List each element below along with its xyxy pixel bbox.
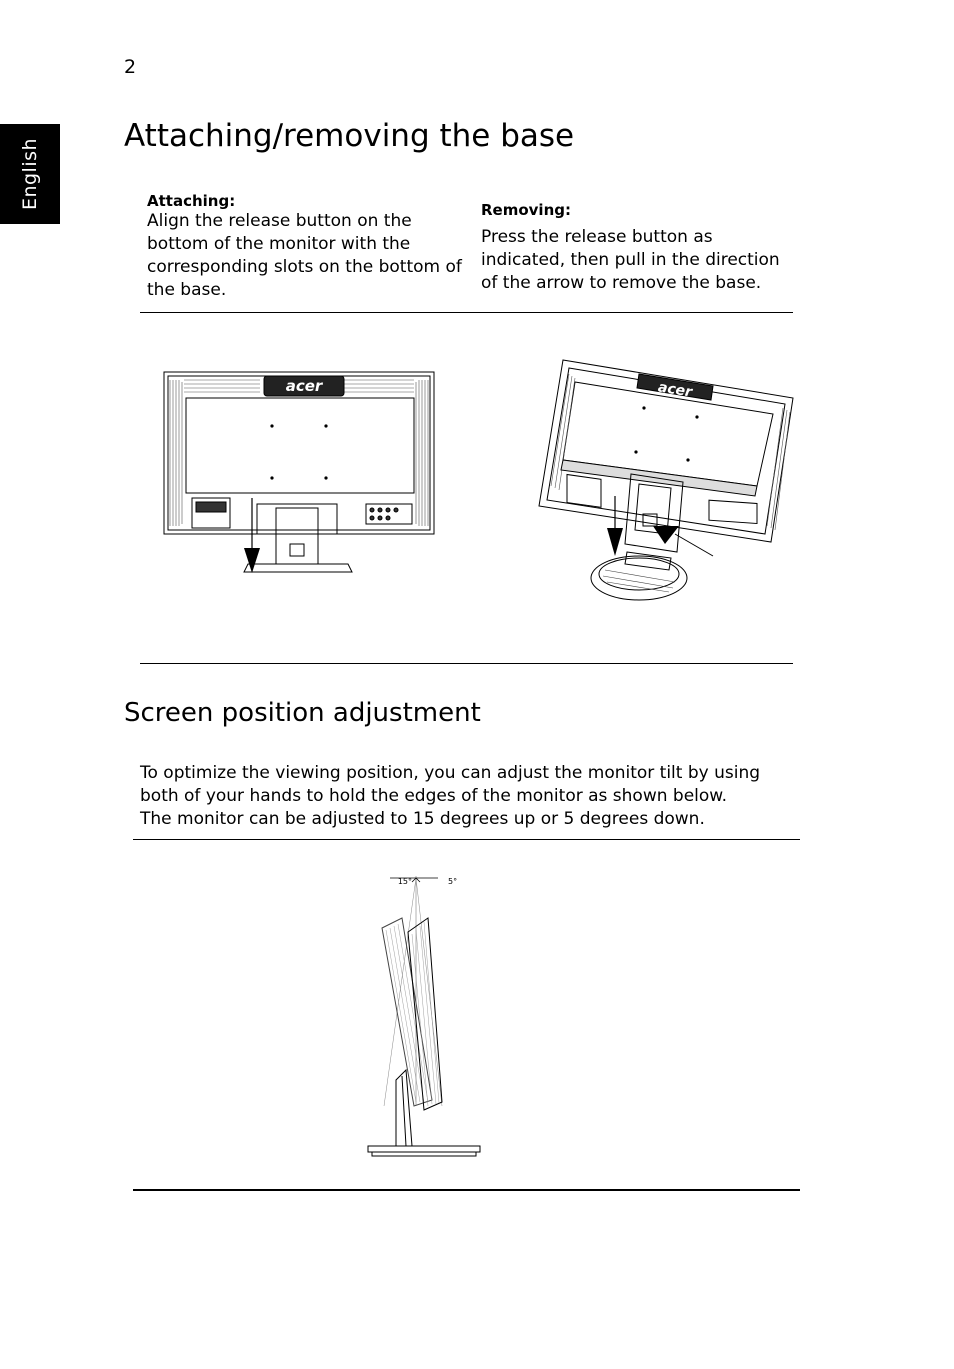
attaching-column <box>147 192 472 302</box>
attaching-line: Align the release button on the <box>147 211 412 231</box>
removing-column <box>481 201 801 295</box>
removing-line: Press the release button as <box>481 227 713 247</box>
tilt-down-label: 5° <box>448 877 458 886</box>
removing-heading: Removing: <box>481 201 571 219</box>
section-title-screen-position: Screen position adjustment <box>124 698 481 728</box>
screen-position-text <box>140 762 800 831</box>
attaching-heading: Attaching: <box>147 192 236 210</box>
attaching-line: bottom of the monitor with the <box>147 234 411 254</box>
removing-line: of the arrow to remove the base. <box>481 273 762 293</box>
acer-logo: acer <box>656 379 694 401</box>
screen-position-line: The monitor can be adjusted to 15 degrees up or 5 degrees down. <box>140 809 705 829</box>
attaching-line: corresponding slots on the bottom of <box>147 257 462 277</box>
tilt-up-label: 15° <box>397 877 412 886</box>
page-number: 2 <box>124 56 137 78</box>
language-tab-label: English <box>19 137 41 211</box>
divider <box>140 312 793 313</box>
section-title-attaching: Attaching/removing the base <box>124 118 575 154</box>
removing-line: indicated, then pull in the direction <box>481 250 780 270</box>
attaching-illustration <box>160 368 440 578</box>
divider <box>133 1189 800 1191</box>
divider <box>140 663 793 664</box>
acer-logo: acer <box>285 377 323 395</box>
language-tab <box>0 124 60 224</box>
screen-position-line: both of your hands to hold the edges of the monitor as shown below. <box>140 786 728 806</box>
tilt-illustration <box>362 870 492 1162</box>
screen-position-line: To optimize the viewing position, you can adjust the monitor tilt by using <box>140 763 761 783</box>
attaching-line: the base. <box>147 280 227 300</box>
divider <box>133 839 800 840</box>
removing-illustration <box>535 356 797 604</box>
